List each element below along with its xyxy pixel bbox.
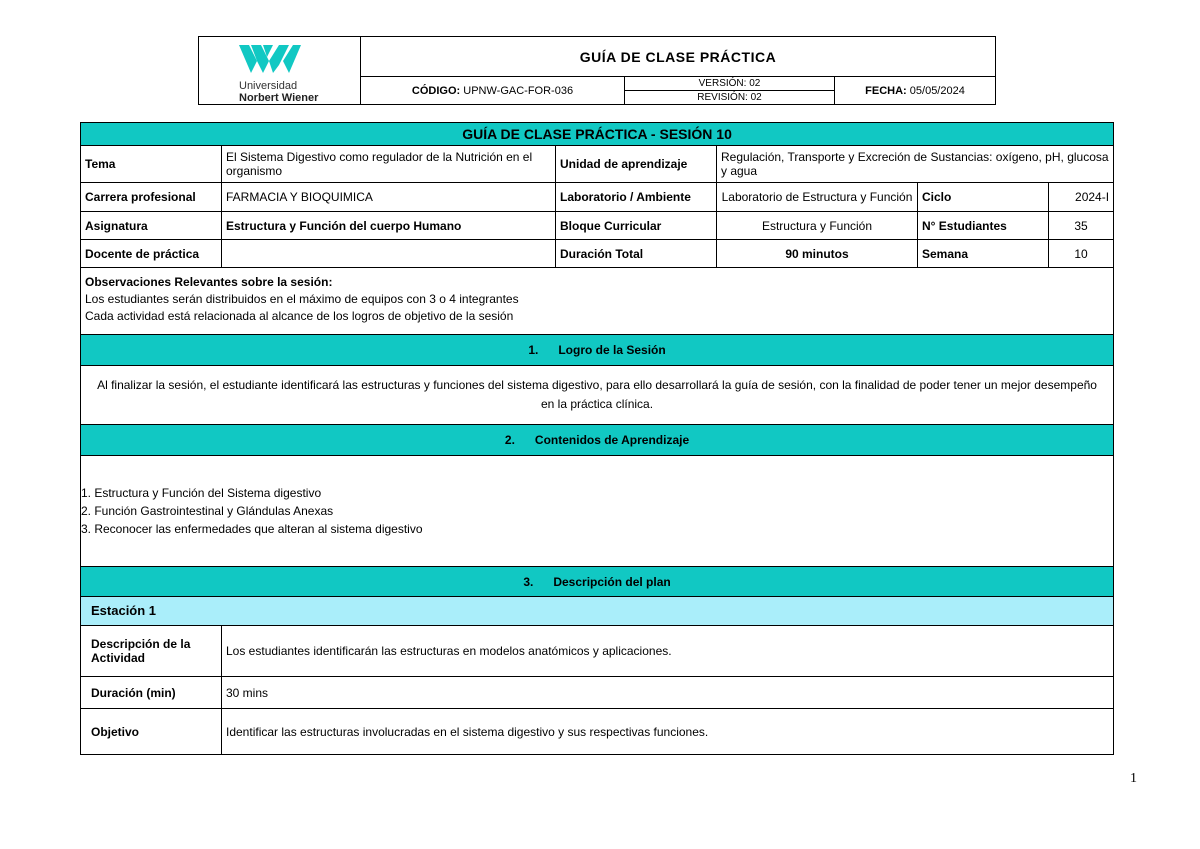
unidad-label: Unidad de aprendizaje <box>556 146 717 183</box>
page-number: 1 <box>1130 771 1137 786</box>
lab-value: Laboratorio de Estructura y Función <box>717 183 918 212</box>
obs-title: Observaciones Relevantes sobre la sesión: <box>85 275 333 289</box>
version-text: VERSIÓN: 02 <box>625 77 834 91</box>
section-logro-header: 1. Logro de la Sesión <box>81 335 1114 366</box>
contenidos-cell <box>81 456 1114 567</box>
tema-value: El Sistema Digestivo como regulador de la Nutrición en el organismo <box>222 146 556 183</box>
carrera-value: FARMACIA Y BIOQUIMICA <box>222 183 556 212</box>
logo-mark-icon <box>239 41 301 77</box>
asignatura-label: Asignatura <box>81 212 222 240</box>
obs-line: Cada actividad está relacionada al alcance de los logros de objetivo de la sesión <box>85 309 514 323</box>
contenido-item: 2. Función Gastrointestinal y Glándulas Anexas <box>81 504 334 518</box>
section-contenidos-header: 2. Contenidos de Aprendizaje <box>81 425 1114 456</box>
logo-text-name: Norbert Wiener <box>239 92 319 104</box>
university-logo <box>199 37 361 104</box>
bloque-label: Bloque Curricular <box>556 212 717 240</box>
revision-text: REVISIÓN: 02 <box>697 92 762 103</box>
unidad-value: Regulación, Transporte y Excreción de Sustancias: oxígeno, pH, glucosa y agua <box>717 146 1114 183</box>
contenido-item: 1. Estructura y Función del Sistema digestivo <box>81 486 322 500</box>
semana-value: 10 <box>1049 240 1114 268</box>
dur-label: Duración (min) <box>81 677 222 709</box>
header-code <box>361 77 625 104</box>
obj-label: Objetivo <box>81 709 222 755</box>
ciclo-label: Ciclo <box>918 183 1049 212</box>
header-date <box>835 77 995 104</box>
asignatura-value: Estructura y Función del cuerpo Humano <box>222 212 556 240</box>
code-value: UPNW-GAC-FOR-036 <box>463 84 574 97</box>
logro-text: Al finalizar la sesión, el estudiante identificará las estructuras y funciones del sistema digestivo, para ello desarrollará la guía de sesión, con la finalidad de poder tener un mejor desempeño en la práctica clínica. <box>81 366 1114 425</box>
obs-line: Los estudiantes serán distribuidos en el máximo de equipos con 3 o 4 integrantes <box>85 292 519 306</box>
desc-label: Descripción de la Actividad <box>81 626 222 677</box>
docente-label: Docente de práctica <box>81 240 222 268</box>
header-title: GUÍA DE CLASE PRÁCTICA <box>361 37 995 77</box>
observaciones-cell <box>81 268 1114 335</box>
obj-value: Identificar las estructuras involucradas en el sistema digestivo y sus respectivas funciones. <box>222 709 1114 755</box>
estacion-header: Estación 1 <box>81 597 1114 626</box>
dur-value: 30 mins <box>222 677 1114 709</box>
logo-text-university: Universidad <box>239 80 298 92</box>
estudiantes-label: N° Estudiantes <box>918 212 1049 240</box>
date-label: FECHA: <box>865 84 907 97</box>
duracion-label: Duración Total <box>556 240 717 268</box>
contenido-item: 3. Reconocer las enfermedades que alteran al sistema digestivo <box>81 522 423 536</box>
section-plan-header: 3. Descripción del plan <box>81 567 1114 597</box>
docente-value <box>222 240 556 268</box>
header-version <box>625 77 835 104</box>
tema-label: Tema <box>81 146 222 183</box>
date-value: 05/05/2024 <box>909 84 965 97</box>
estudiantes-value: 35 <box>1049 212 1114 240</box>
semana-label: Semana <box>918 240 1049 268</box>
code-label: CÓDIGO: <box>411 84 461 97</box>
ciclo-value: 2024-I <box>1049 183 1114 212</box>
table-title: GUÍA DE CLASE PRÁCTICA - SESIÓN 10 <box>81 123 1114 146</box>
carrera-label: Carrera profesional <box>81 183 222 212</box>
desc-value: Los estudiantes identificarán las estructuras en modelos anatómicos y aplicaciones. <box>222 626 1114 677</box>
bloque-value: Estructura y Función <box>717 212 918 240</box>
session-table <box>80 122 1114 755</box>
duracion-value: 90 minutos <box>717 240 918 268</box>
lab-label: Laboratorio / Ambiente <box>556 183 717 212</box>
document-header <box>198 36 996 105</box>
